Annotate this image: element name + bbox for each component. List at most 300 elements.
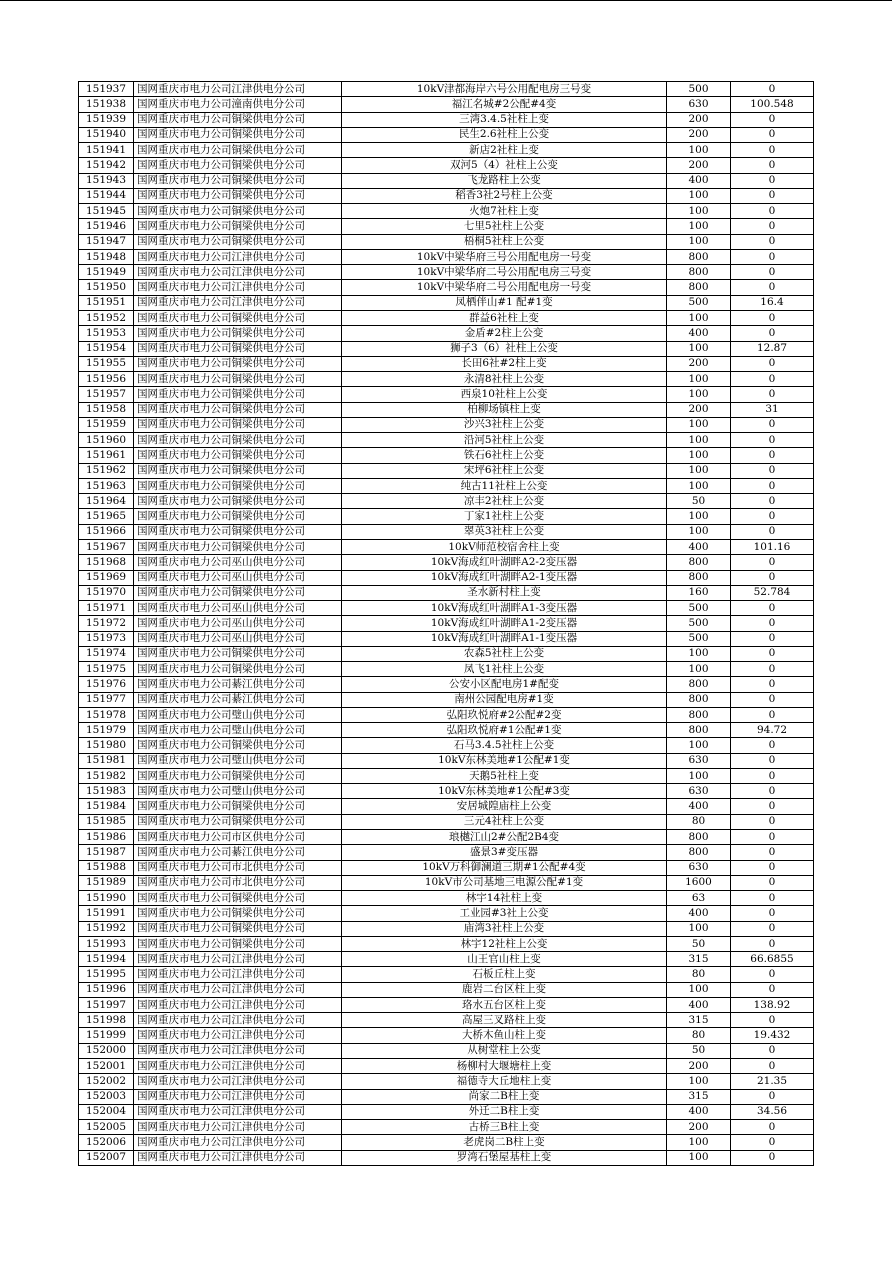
table-row (79, 97, 814, 112)
company-cell: 国网重庆市电力公司铜梁供电分公司 (134, 188, 342, 203)
transformer-name-cell: 鹿岩二台区柱上变 (342, 982, 667, 997)
transformer-name-cell: 罗湾石堡屋基柱上变 (342, 1150, 667, 1165)
table-row (79, 631, 814, 646)
capacity-cell: 100 (667, 463, 731, 478)
capacity-cell: 1600 (667, 875, 731, 890)
value-cell: 138.92 (731, 997, 814, 1012)
company-cell: 国网重庆市电力公司铜梁供电分公司 (134, 906, 342, 921)
capacity-cell: 100 (667, 143, 731, 158)
table-row (79, 1028, 814, 1043)
capacity-cell: 100 (667, 524, 731, 539)
row-id-cell: 151959 (79, 417, 134, 432)
value-cell: 0 (731, 478, 814, 493)
transformer-name-cell: 西泉10社柱上公变 (342, 387, 667, 402)
row-id-cell: 151951 (79, 295, 134, 310)
value-cell: 0 (731, 173, 814, 188)
transformer-name-cell: 琅樾江山2#公配2B4变 (342, 830, 667, 845)
capacity-cell: 63 (667, 891, 731, 906)
capacity-cell: 200 (667, 356, 731, 371)
capacity-cell: 500 (667, 631, 731, 646)
company-cell: 国网重庆市电力公司璧山供电分公司 (134, 723, 342, 738)
row-id-cell: 151988 (79, 860, 134, 875)
row-id-cell: 151982 (79, 768, 134, 783)
value-cell: 0 (731, 784, 814, 799)
capacity-cell: 50 (667, 494, 731, 509)
row-id-cell: 151983 (79, 784, 134, 799)
company-cell: 国网重庆市电力公司潼南供电分公司 (134, 97, 342, 112)
table-row (79, 143, 814, 158)
transformer-name-cell: 10kV东林美地#1公配#1变 (342, 753, 667, 768)
row-id-cell: 152000 (79, 1043, 134, 1058)
company-cell: 国网重庆市电力公司铜梁供电分公司 (134, 204, 342, 219)
table-row (79, 1104, 814, 1119)
capacity-cell: 80 (667, 1028, 731, 1043)
value-cell: 0 (731, 143, 814, 158)
value-cell: 0 (731, 448, 814, 463)
transformer-name-cell: 农森5社柱上公变 (342, 646, 667, 661)
row-id-cell: 152005 (79, 1120, 134, 1135)
capacity-cell: 100 (667, 204, 731, 219)
table-row (79, 112, 814, 127)
table-row (79, 891, 814, 906)
transformer-name-cell: 七里5社柱上公变 (342, 219, 667, 234)
company-cell: 国网重庆市电力公司江津供电分公司 (134, 82, 342, 97)
transformer-name-cell: 天鹅5社柱上变 (342, 768, 667, 783)
capacity-cell: 630 (667, 860, 731, 875)
table-row (79, 387, 814, 402)
row-id-cell: 151955 (79, 356, 134, 371)
row-id-cell: 151999 (79, 1028, 134, 1043)
page-top-rule (0, 0, 892, 1)
row-id-cell: 151948 (79, 249, 134, 264)
table-row (79, 341, 814, 356)
table-row (79, 723, 814, 738)
company-cell: 国网重庆市电力公司市北供电分公司 (134, 860, 342, 875)
capacity-cell: 100 (667, 417, 731, 432)
value-cell: 0 (731, 631, 814, 646)
capacity-cell: 315 (667, 952, 731, 967)
table-row (79, 570, 814, 585)
table-row (79, 936, 814, 951)
capacity-cell: 315 (667, 1013, 731, 1028)
company-cell: 国网重庆市电力公司巫山供电分公司 (134, 631, 342, 646)
value-cell: 100.548 (731, 97, 814, 112)
transformer-name-cell: 弘阳玖悦府#1公配#1变 (342, 723, 667, 738)
company-cell: 国网重庆市电力公司市北供电分公司 (134, 875, 342, 890)
transformer-name-cell: 老虎岗二B柱上变 (342, 1135, 667, 1150)
row-id-cell: 151944 (79, 188, 134, 203)
transformer-name-cell: 圣水新村柱上变 (342, 585, 667, 600)
table-row (79, 127, 814, 142)
row-id-cell: 151960 (79, 433, 134, 448)
company-cell: 国网重庆市电力公司江津供电分公司 (134, 1028, 342, 1043)
value-cell: 0 (731, 463, 814, 478)
transformer-name-cell: 10kV市公司基地三电源公配#1变 (342, 875, 667, 890)
capacity-cell: 315 (667, 1089, 731, 1104)
transformer-name-cell: 珞水五台区柱上变 (342, 997, 667, 1012)
transformer-name-cell: 翠英3社柱上公变 (342, 524, 667, 539)
table-row (79, 265, 814, 280)
row-id-cell: 151967 (79, 539, 134, 554)
value-cell: 0 (731, 921, 814, 936)
row-id-cell: 151977 (79, 692, 134, 707)
capacity-cell: 400 (667, 173, 731, 188)
value-cell: 0 (731, 1120, 814, 1135)
transformer-name-cell: 双河5（4）社柱上公变 (342, 158, 667, 173)
value-cell: 0 (731, 906, 814, 921)
transformer-name-cell: 10kV万科御澜道三期#1公配#4变 (342, 860, 667, 875)
transformer-name-cell: 从树堂柱上公变 (342, 1043, 667, 1058)
table-row (79, 494, 814, 509)
capacity-cell: 800 (667, 570, 731, 585)
table-row (79, 1059, 814, 1074)
value-cell: 0 (731, 249, 814, 264)
table-row (79, 1150, 814, 1165)
company-cell: 国网重庆市电力公司江津供电分公司 (134, 280, 342, 295)
company-cell: 国网重庆市电力公司江津供电分公司 (134, 249, 342, 264)
transformer-name-cell: 新店2社柱上变 (342, 143, 667, 158)
row-id-cell: 152001 (79, 1059, 134, 1074)
value-cell: 0 (731, 417, 814, 432)
capacity-cell: 500 (667, 601, 731, 616)
company-cell: 国网重庆市电力公司江津供电分公司 (134, 1150, 342, 1165)
value-cell: 16.4 (731, 295, 814, 310)
table-row (79, 1043, 814, 1058)
row-id-cell: 151986 (79, 830, 134, 845)
capacity-cell: 100 (667, 387, 731, 402)
capacity-cell: 200 (667, 1120, 731, 1135)
row-id-cell: 151972 (79, 616, 134, 631)
row-id-cell: 151937 (79, 82, 134, 97)
company-cell: 国网重庆市电力公司巫山供电分公司 (134, 555, 342, 570)
transformer-name-cell: 南州公园配电房#1变 (342, 692, 667, 707)
transformer-name-cell: 10kV津都海岸六号公用配电房三号变 (342, 82, 667, 97)
row-id-cell: 151970 (79, 585, 134, 600)
transformer-name-cell: 梧桐5社柱上公变 (342, 234, 667, 249)
row-id-cell: 151949 (79, 265, 134, 280)
transformer-name-cell: 安居城隍庙柱上公变 (342, 799, 667, 814)
company-cell: 国网重庆市电力公司巫山供电分公司 (134, 570, 342, 585)
capacity-cell: 100 (667, 433, 731, 448)
row-id-cell: 151975 (79, 662, 134, 677)
table-row (79, 372, 814, 387)
transformer-name-cell: 10kV海成红叶湖畔A1-2变压器 (342, 616, 667, 631)
table-row (79, 158, 814, 173)
value-cell: 0 (731, 158, 814, 173)
capacity-cell: 800 (667, 280, 731, 295)
row-id-cell: 151938 (79, 97, 134, 112)
value-cell: 0 (731, 234, 814, 249)
row-id-cell: 151998 (79, 1013, 134, 1028)
capacity-cell: 200 (667, 158, 731, 173)
company-cell: 国网重庆市电力公司铜梁供电分公司 (134, 524, 342, 539)
value-cell: 0 (731, 509, 814, 524)
company-cell: 国网重庆市电力公司铜梁供电分公司 (134, 356, 342, 371)
table-row (79, 707, 814, 722)
capacity-cell: 800 (667, 249, 731, 264)
value-cell: 0 (731, 1089, 814, 1104)
company-cell: 国网重庆市电力公司江津供电分公司 (134, 1074, 342, 1089)
transformer-name-cell: 庙湾3社柱上公变 (342, 921, 667, 936)
company-cell: 国网重庆市电力公司璧山供电分公司 (134, 784, 342, 799)
value-cell: 34.56 (731, 1104, 814, 1119)
table-row (79, 585, 814, 600)
value-cell: 0 (731, 127, 814, 142)
row-id-cell: 151979 (79, 723, 134, 738)
company-cell: 国网重庆市电力公司铜梁供电分公司 (134, 310, 342, 325)
capacity-cell: 200 (667, 112, 731, 127)
row-id-cell: 151954 (79, 341, 134, 356)
capacity-cell: 100 (667, 1150, 731, 1165)
transformer-name-cell: 古桥三B柱上变 (342, 1120, 667, 1135)
row-id-cell: 151997 (79, 997, 134, 1012)
table-body (79, 82, 814, 1166)
table-row (79, 1120, 814, 1135)
transformer-name-cell: 10kV海成红叶湖畔A1-3变压器 (342, 601, 667, 616)
company-cell: 国网重庆市电力公司铜梁供电分公司 (134, 112, 342, 127)
capacity-cell: 100 (667, 1074, 731, 1089)
row-id-cell: 152003 (79, 1089, 134, 1104)
transformer-name-cell: 石板丘柱上变 (342, 967, 667, 982)
value-cell: 0 (731, 1135, 814, 1150)
transformer-name-cell: 飞龙路柱上公变 (342, 173, 667, 188)
table-row (79, 204, 814, 219)
row-id-cell: 151961 (79, 448, 134, 463)
capacity-cell: 100 (667, 448, 731, 463)
table-row (79, 952, 814, 967)
row-id-cell: 151946 (79, 219, 134, 234)
table-row (79, 601, 814, 616)
company-cell: 国网重庆市电力公司江津供电分公司 (134, 295, 342, 310)
company-cell: 国网重庆市电力公司铜梁供电分公司 (134, 768, 342, 783)
value-cell: 0 (731, 875, 814, 890)
value-cell: 0 (731, 356, 814, 371)
company-cell: 国网重庆市电力公司铜梁供电分公司 (134, 921, 342, 936)
value-cell: 94.72 (731, 723, 814, 738)
value-cell: 0 (731, 555, 814, 570)
transformer-name-cell: 10kV海成红叶湖畔A1-1变压器 (342, 631, 667, 646)
row-id-cell: 151976 (79, 677, 134, 692)
company-cell: 国网重庆市电力公司綦江供电分公司 (134, 677, 342, 692)
row-id-cell: 151971 (79, 601, 134, 616)
capacity-cell: 100 (667, 188, 731, 203)
row-id-cell: 151945 (79, 204, 134, 219)
company-cell: 国网重庆市电力公司江津供电分公司 (134, 265, 342, 280)
company-cell: 国网重庆市电力公司璧山供电分公司 (134, 707, 342, 722)
company-cell: 国网重庆市电力公司铜梁供电分公司 (134, 891, 342, 906)
table-row (79, 478, 814, 493)
row-id-cell: 151962 (79, 463, 134, 478)
table-row (79, 280, 814, 295)
transformer-name-cell: 沙兴3社柱上公变 (342, 417, 667, 432)
row-id-cell: 151985 (79, 814, 134, 829)
row-id-cell: 151940 (79, 127, 134, 142)
table-row (79, 1074, 814, 1089)
company-cell: 国网重庆市电力公司江津供电分公司 (134, 1089, 342, 1104)
company-cell: 国网重庆市电力公司铜梁供电分公司 (134, 662, 342, 677)
value-cell: 0 (731, 799, 814, 814)
table-row (79, 875, 814, 890)
value-cell: 0 (731, 936, 814, 951)
company-cell: 国网重庆市电力公司铜梁供电分公司 (134, 173, 342, 188)
company-cell: 国网重庆市电力公司巫山供电分公司 (134, 616, 342, 631)
transformer-name-cell: 福江名城#2公配#4变 (342, 97, 667, 112)
capacity-cell: 100 (667, 341, 731, 356)
capacity-cell: 500 (667, 295, 731, 310)
value-cell: 19.432 (731, 1028, 814, 1043)
table-row (79, 433, 814, 448)
value-cell: 0 (731, 265, 814, 280)
transformer-name-cell: 凤栖伴山#1 配#1变 (342, 295, 667, 310)
transformer-name-cell: 山王官山柱上变 (342, 952, 667, 967)
row-id-cell: 152002 (79, 1074, 134, 1089)
table-row (79, 234, 814, 249)
value-cell: 0 (731, 707, 814, 722)
value-cell: 0 (731, 524, 814, 539)
capacity-cell: 630 (667, 784, 731, 799)
table-row (79, 616, 814, 631)
table-row (79, 906, 814, 921)
capacity-cell: 500 (667, 82, 731, 97)
transformer-name-cell: 狮子3（6）社柱上公变 (342, 341, 667, 356)
value-cell: 0 (731, 814, 814, 829)
transformer-name-cell: 柏柳场镇柱上变 (342, 402, 667, 417)
row-id-cell: 151957 (79, 387, 134, 402)
value-cell: 0 (731, 891, 814, 906)
capacity-cell: 100 (667, 219, 731, 234)
transformer-table (78, 81, 814, 1166)
transformer-name-cell: 杨柳村大堰塘柱上变 (342, 1059, 667, 1074)
value-cell: 0 (731, 738, 814, 753)
capacity-cell: 100 (667, 478, 731, 493)
capacity-cell: 80 (667, 967, 731, 982)
table-row (79, 219, 814, 234)
transformer-name-cell: 稻香3社2号柱上公变 (342, 188, 667, 203)
table-row (79, 448, 814, 463)
value-cell: 0 (731, 830, 814, 845)
table-row (79, 173, 814, 188)
row-id-cell: 151978 (79, 707, 134, 722)
row-id-cell: 151993 (79, 936, 134, 951)
table-row (79, 677, 814, 692)
capacity-cell: 800 (667, 707, 731, 722)
company-cell: 国网重庆市电力公司铜梁供电分公司 (134, 372, 342, 387)
row-id-cell: 151963 (79, 478, 134, 493)
table-row (79, 1013, 814, 1028)
table-row (79, 524, 814, 539)
value-cell: 0 (731, 494, 814, 509)
company-cell: 国网重庆市电力公司江津供电分公司 (134, 1059, 342, 1074)
table-row (79, 799, 814, 814)
company-cell: 国网重庆市电力公司铜梁供电分公司 (134, 433, 342, 448)
table-row (79, 784, 814, 799)
transformer-name-cell: 三元4社柱上公变 (342, 814, 667, 829)
value-cell: 0 (731, 82, 814, 97)
row-id-cell: 151953 (79, 326, 134, 341)
row-id-cell: 151956 (79, 372, 134, 387)
value-cell: 0 (731, 967, 814, 982)
transformer-name-cell: 凤飞1社柱上公变 (342, 662, 667, 677)
row-id-cell: 151943 (79, 173, 134, 188)
value-cell: 0 (731, 616, 814, 631)
table-row (79, 82, 814, 97)
transformer-name-cell: 盛景3#变压器 (342, 845, 667, 860)
transformer-name-cell: 民生2.6社柱上公变 (342, 127, 667, 142)
capacity-cell: 400 (667, 1104, 731, 1119)
transformer-name-cell: 尚家二B柱上变 (342, 1089, 667, 1104)
capacity-cell: 400 (667, 799, 731, 814)
table-row (79, 662, 814, 677)
capacity-cell: 100 (667, 646, 731, 661)
capacity-cell: 800 (667, 723, 731, 738)
table-row (79, 860, 814, 875)
row-id-cell: 151942 (79, 158, 134, 173)
value-cell: 0 (731, 982, 814, 997)
company-cell: 国网重庆市电力公司铜梁供电分公司 (134, 478, 342, 493)
table-row (79, 295, 814, 310)
company-cell: 国网重庆市电力公司铜梁供电分公司 (134, 539, 342, 554)
company-cell: 国网重庆市电力公司铜梁供电分公司 (134, 326, 342, 341)
company-cell: 国网重庆市电力公司铜梁供电分公司 (134, 219, 342, 234)
company-cell: 国网重庆市电力公司铜梁供电分公司 (134, 387, 342, 402)
company-cell: 国网重庆市电力公司江津供电分公司 (134, 952, 342, 967)
transformer-name-cell: 10kV中梁华府二号公用配电房三号变 (342, 265, 667, 280)
capacity-cell: 200 (667, 1059, 731, 1074)
row-id-cell: 151973 (79, 631, 134, 646)
value-cell: 0 (731, 845, 814, 860)
table-row (79, 845, 814, 860)
capacity-cell: 100 (667, 982, 731, 997)
table-row (79, 555, 814, 570)
capacity-cell: 800 (667, 555, 731, 570)
data-table-container (78, 81, 814, 1166)
company-cell: 国网重庆市电力公司綦江供电分公司 (134, 845, 342, 860)
transformer-name-cell: 工业园#3社上公变 (342, 906, 667, 921)
company-cell: 国网重庆市电力公司铜梁供电分公司 (134, 158, 342, 173)
table-row (79, 356, 814, 371)
company-cell: 国网重庆市电力公司江津供电分公司 (134, 967, 342, 982)
table-row (79, 417, 814, 432)
capacity-cell: 400 (667, 906, 731, 921)
value-cell: 0 (731, 1150, 814, 1165)
value-cell: 66.6855 (731, 952, 814, 967)
capacity-cell: 800 (667, 845, 731, 860)
row-id-cell: 151965 (79, 509, 134, 524)
capacity-cell: 200 (667, 402, 731, 417)
company-cell: 国网重庆市电力公司铜梁供电分公司 (134, 646, 342, 661)
company-cell: 国网重庆市电力公司铜梁供电分公司 (134, 799, 342, 814)
row-id-cell: 152004 (79, 1104, 134, 1119)
row-id-cell: 152007 (79, 1150, 134, 1165)
value-cell: 0 (731, 1043, 814, 1058)
company-cell: 国网重庆市电力公司铜梁供电分公司 (134, 585, 342, 600)
capacity-cell: 100 (667, 662, 731, 677)
value-cell: 0 (731, 280, 814, 295)
row-id-cell: 151987 (79, 845, 134, 860)
company-cell: 国网重庆市电力公司铜梁供电分公司 (134, 402, 342, 417)
value-cell: 0 (731, 1059, 814, 1074)
table-row (79, 402, 814, 417)
capacity-cell: 160 (667, 585, 731, 600)
transformer-name-cell: 公安小区配电房1#配变 (342, 677, 667, 692)
company-cell: 国网重庆市电力公司江津供电分公司 (134, 1104, 342, 1119)
value-cell: 0 (731, 1013, 814, 1028)
capacity-cell: 800 (667, 830, 731, 845)
row-id-cell: 151991 (79, 906, 134, 921)
capacity-cell: 500 (667, 616, 731, 631)
capacity-cell: 100 (667, 738, 731, 753)
company-cell: 国网重庆市电力公司江津供电分公司 (134, 1013, 342, 1028)
